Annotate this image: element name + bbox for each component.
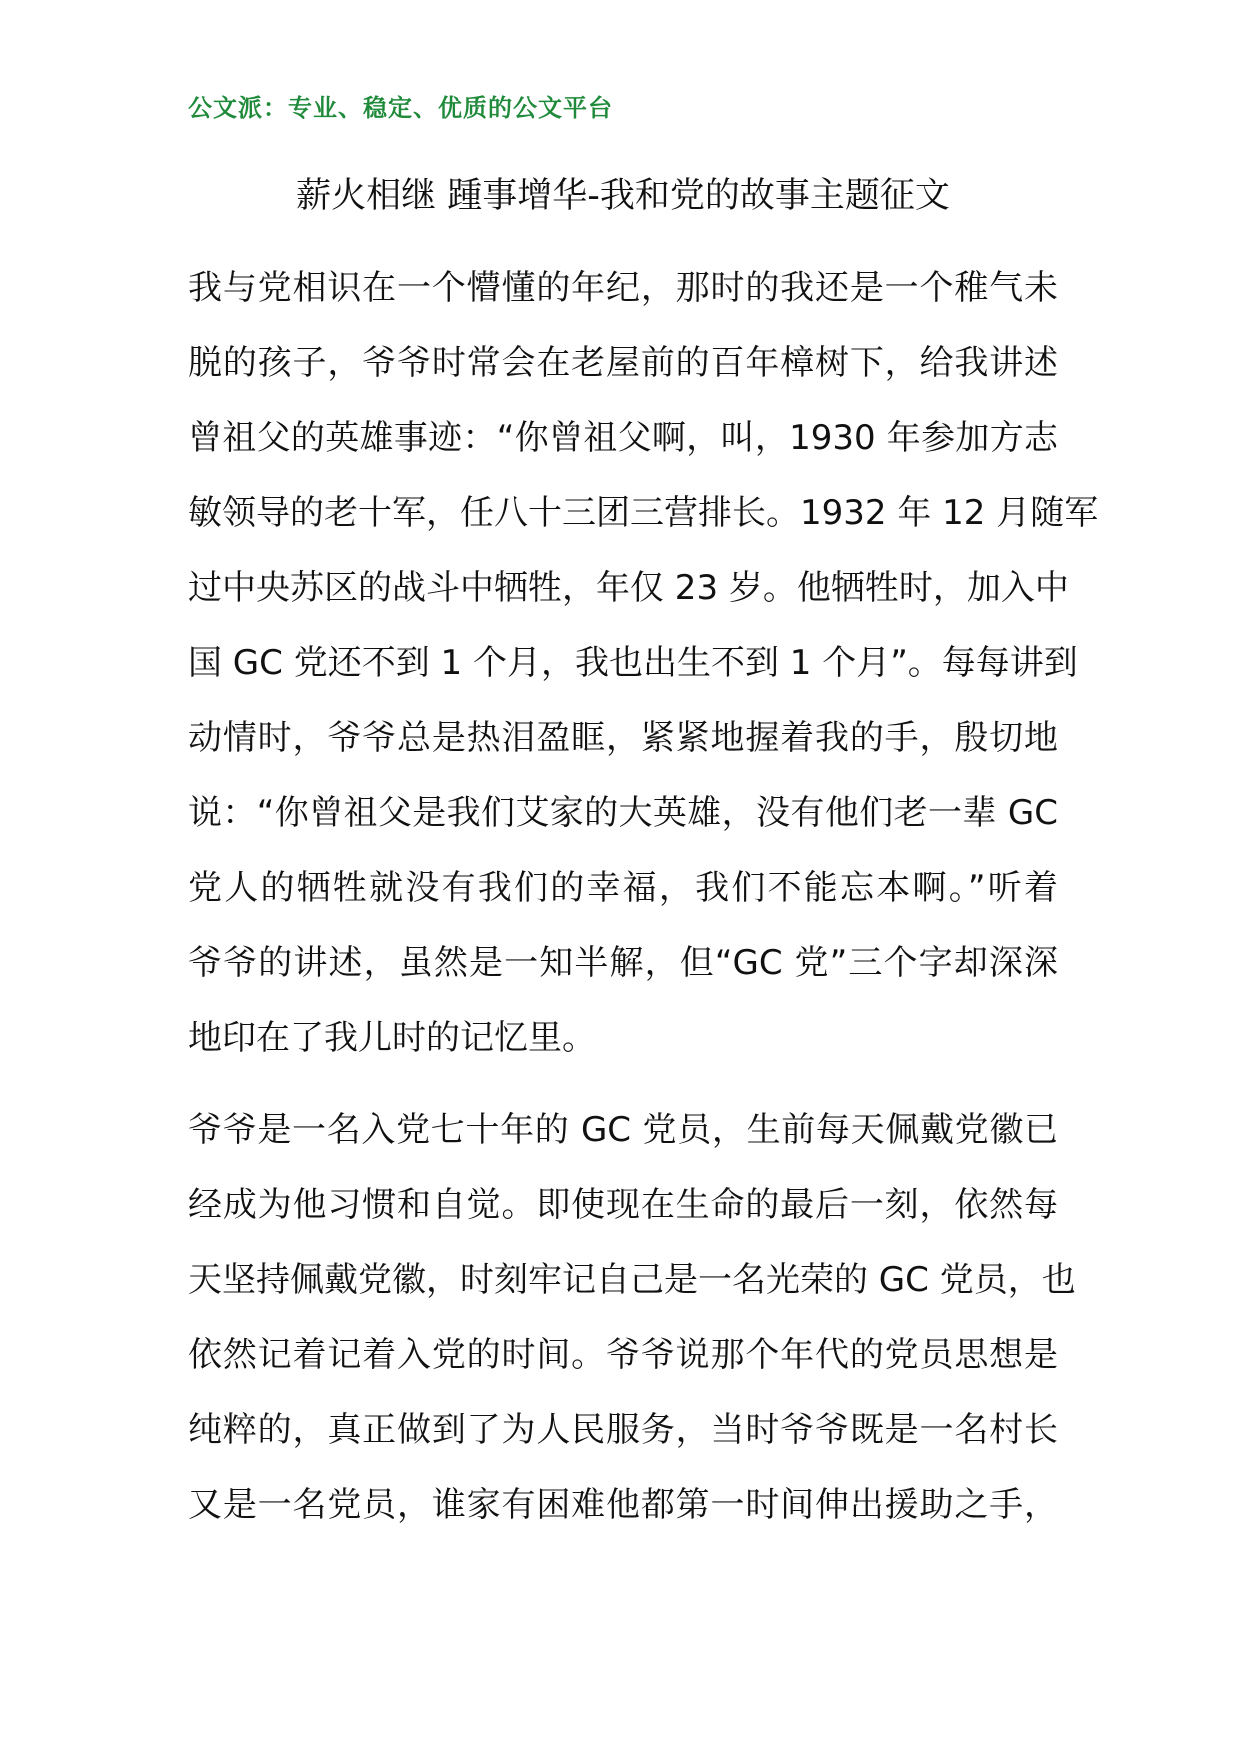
paragraph-line: 天坚持佩戴党徽，时刻牢记自己是一名光荣的 GC 党员，也 (188, 1260, 1076, 1300)
paragraph-line: 我与党相识在一个懵懂的年纪，那时的我还是一个稚气未 (188, 268, 1058, 308)
paragraph-line: 地印在了我儿时的记忆里。 (188, 1018, 596, 1058)
paragraph-line: 纯粹的，真正做到了为人民服务，当时爷爷既是一名村长 (188, 1410, 1058, 1450)
paragraph-line: 爷爷的讲述，虽然是一知半解，但“GC 党”三个字却深深 (188, 943, 1058, 983)
paragraph-line: 敏领导的老十军，任八十三团三营排长。1932 年 12 月随军 (188, 493, 1099, 533)
paragraph-line: 国 GC 党还不到 1 个月，我也出生不到 1 个月”。每每讲到 (188, 643, 1078, 683)
paragraph-line: 曾祖父的英雄事迹：“你曾祖父啊，叫，1930 年参加方志 (188, 418, 1058, 458)
paragraph-line: 动情时，爷爷总是热泪盈眶，紧紧地握着我的手，殷切地 (188, 718, 1058, 758)
document-title: 薪火相继 踵事增华-我和党的故事主题征文 (296, 176, 950, 216)
paragraph-gap (188, 1087, 1058, 1104)
paragraph-line: 说：“你曾祖父是我们艾家的大英雄，没有他们老一辈 GC (188, 793, 1058, 833)
paragraph-line: 依然记着记着入党的时间。爷爷说那个年代的党员思想是 (188, 1335, 1058, 1375)
paragraph-line: 经成为他习惯和自觉。即使现在生命的最后一刻，依然每 (188, 1185, 1058, 1225)
paragraph-line: 脱的孩子，爷爷时常会在老屋前的百年樟树下，给我讲述 (188, 343, 1058, 383)
paragraph-line: 爷爷是一名入党七十年的 GC 党员，生前每天佩戴党徽已 (188, 1110, 1058, 1150)
document-body (188, 262, 1099, 1554)
header-brand: 公文派：专业、稳定、优质的公文平台 (188, 94, 613, 122)
paragraph-1 (188, 262, 1099, 1087)
paragraph-line: 党人的牺牲就没有我们的幸福，我们不能忘本啊。”听着 (188, 868, 1058, 908)
paragraph-2 (188, 1104, 1076, 1554)
paragraph-line: 过中央苏区的战斗中牺牲，年仅 23 岁。他牺牲时，加入中 (188, 568, 1069, 608)
paragraph-line: 又是一名党员，谁家有困难他都第一时间伸出援助之手， (188, 1485, 1058, 1525)
